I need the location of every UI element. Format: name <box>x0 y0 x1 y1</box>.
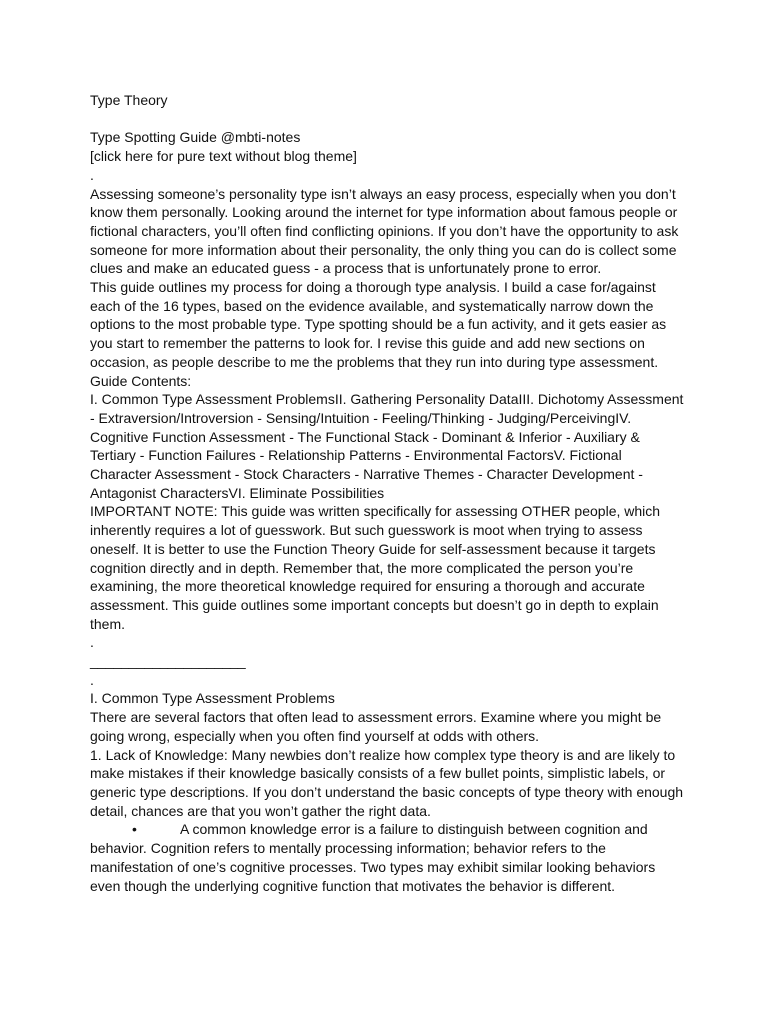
contents-heading: Guide Contents: <box>90 372 192 389</box>
dot-separator: . <box>90 166 94 183</box>
bullet-item <box>90 820 686 895</box>
dot-separator: . <box>90 634 94 651</box>
divider-line: ____________________ <box>90 653 246 670</box>
spacer <box>90 110 686 129</box>
section-1-heading: I. Common Type Assessment Problems <box>90 690 335 707</box>
dot-separator: . <box>90 671 94 688</box>
bullet-text: A common knowledge error is a failure to distinguish between cognition and behavior. Cognition refers to mentally processing information; behavior refers to the manifestation of one’s cognitive processes. Two types may exhibit similar looking behaviors even though the underlying cognitive function that motivates the behavior is different. <box>90 821 656 894</box>
intro-paragraph-2: This guide outlines my process for doing a thorough type analysis. I build a case for/against each of the 16 types, based on the evidence available, and systematically narrow down the options to the most probable type. Type spotting should be a fun activity, and it gets easier as you start to remember the patterns to look for. I revise this guide and add new sections on occasion, as people describe to me the problems that they run into during type assessment. <box>90 279 667 370</box>
pure-text-link[interactable]: [click here for pure text without blog theme] <box>90 148 357 165</box>
important-note: IMPORTANT NOTE: This guide was written specifically for assessing OTHER people, which inherently requires a lot of guesswork. But such guesswork is moot when trying to assess oneself. It is better to use the Function Theory Guide for self-assessment because it targets cognition directly and in depth. Remember that, the more complicated the person you’re examining, the more theoretical knowledge required for ensuring a thorough and accurate assessment. This guide outlines some important concepts but doesn’t go in depth to explain them. <box>90 503 661 632</box>
item-lack-of-knowledge: 1. Lack of Knowledge: Many newbies don’t realize how complex type theory is and are likely to make mistakes if their knowledge basically consists of a few bullet points, simplistic labels, or generic type descriptions. If you don’t understand the basic concepts of type theory with enough detail, chances are that you won’t gather the right data. <box>90 746 684 819</box>
contents-list: I. Common Type Assessment ProblemsII. Gathering Personality DataIII. Dichotomy Assessment - Extraversion/Introversion - Sensing/Intuition - Feeling/Thinking - Judging/PerceivingIV. Cognitive Function Assessment - The Functional Stack - Dominant & Inferior - Auxiliary & Tertiary - Function Failures - Relationship Patterns - Environmental FactorsV. Fictional Character Assessment - Stock Characters - Narrative Themes - Character Development - Antagonist CharactersVI. Eliminate Possibilities <box>90 391 684 501</box>
document-page <box>90 91 686 895</box>
bullet-icon: • <box>132 821 137 838</box>
doc-subtitle: Type Spotting Guide @mbti-notes <box>90 129 301 146</box>
doc-title: Type Theory <box>90 92 168 108</box>
section-1-intro: There are several factors that often lead to assessment errors. Examine where you might be going wrong, especially when you often find yourself at odds with others. <box>90 709 662 744</box>
intro-paragraph-1: Assessing someone’s personality type isn’t always an easy process, especially when you don’t know them personally. Looking around the internet for type information about famous people or fictional characters, you’ll often find conflicting opinions. If you don’t have the opportunity to ask someone for more information about their personality, the only thing you can do is collect some clues and make an educated guess - a process that is unfortunately prone to error. <box>90 185 679 277</box>
